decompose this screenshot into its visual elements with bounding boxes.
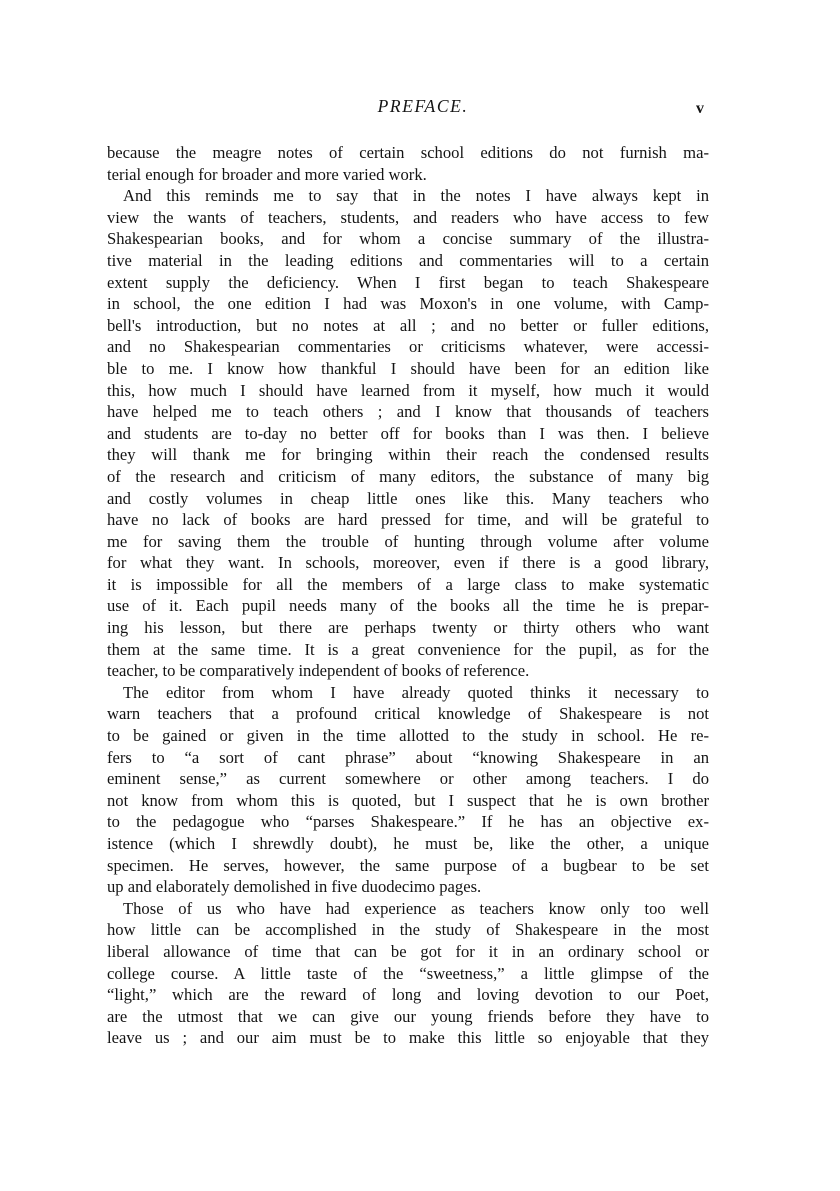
text-line: view the wants of teachers, students, and readers who have access to few xyxy=(107,207,709,227)
text-line: “light,” which are the reward of long and loving devotion to our Poet, xyxy=(107,985,709,1005)
text-line: have no lack of books are hard pressed for time, and will be grateful to xyxy=(107,510,709,530)
paragraph-1 xyxy=(107,142,709,185)
text-line: to the pedagogue who “parses Shakespeare.” If he has an objective ex- xyxy=(107,812,709,832)
text-line: And this reminds me to say that in the notes I have always kept in xyxy=(123,186,709,206)
paragraph-4 xyxy=(107,898,709,1049)
text-line: Shakespearian books, and for whom a concise summary of the illustra- xyxy=(107,229,709,249)
text-line: college course. A little taste of the “sweetness,” a little glimpse of the xyxy=(107,963,709,983)
text-line: how little can be accomplished in the study of Shakespeare in the most xyxy=(107,920,709,940)
text-line: bell's introduction, but no notes at all ; and no better or fuller editions, xyxy=(107,315,709,335)
text-line: not know from whom this is quoted, but I suspect that he is own brother xyxy=(107,790,709,810)
text-line: leave us ; and our aim must be to make this little so enjoyable that they xyxy=(107,1028,709,1048)
paragraph-3 xyxy=(107,682,709,898)
text-line: Those of us who have had experience as teachers know only too well xyxy=(123,898,709,918)
text-line: have helped me to teach others ; and I know that thousands of teachers xyxy=(107,402,709,422)
text-line: them at the same time. It is a great convenience for the pupil, as for the xyxy=(107,639,709,659)
text-line: they will thank me for bringing within their reach the condensed results xyxy=(107,445,709,465)
text-line: istence (which I shrewdly doubt), he must be, like the other, a unique xyxy=(107,834,709,853)
text-line: and students are to-day no better off for books than I was then. I believe xyxy=(107,423,709,443)
text-line: fers to “a sort of cant phrase” about “knowing Shakespeare in an xyxy=(107,747,709,767)
text-line: and costly volumes in cheap little ones like this. Many teachers who xyxy=(107,488,709,508)
text-line: to be gained or given in the time allotted to the study in school. He re- xyxy=(107,726,709,746)
paragraph-2 xyxy=(107,185,709,682)
text-line: use of it. Each pupil needs many of the books all the time he is prepar- xyxy=(107,596,709,616)
text-line: extent supply the deficiency. When I first began to teach Shakespeare xyxy=(107,272,709,292)
page-number: v xyxy=(696,100,704,117)
text-line: this, how much I should have learned from it myself, how much it would xyxy=(107,380,709,400)
text-line: ing his lesson, but there are perhaps twenty or thirty others who want xyxy=(107,618,709,638)
text-line: eminent sense,” as current somewhere or other among teachers. I do xyxy=(107,769,709,789)
text-line: ble to me. I know how thankful I should have been for an edition like xyxy=(107,358,709,378)
text-line: warn teachers that a profound critical knowledge of Shakespeare is not xyxy=(107,704,709,724)
running-title: PREFACE. xyxy=(377,96,469,116)
text-line: because the meagre notes of certain school editions do not furnish ma- xyxy=(107,143,709,162)
text-line: are the utmost that we can give our young friends before they have to xyxy=(107,1006,709,1026)
text-line: it is impossible for all the members of a large class to make systematic xyxy=(107,574,709,594)
text-line: liberal allowance of time that can be got for it in an ordinary school or xyxy=(107,941,709,961)
text-line: up and elaborately demolished in five duodecimo pages. xyxy=(107,877,482,897)
text-line: and no Shakespearian commentaries or criticisms whatever, were accessi- xyxy=(107,337,709,357)
text-line: of the research and criticism of many editors, the substance of many big xyxy=(107,466,709,486)
text-line: for what they want. In schools, moreover, even if there is a good library, xyxy=(107,553,709,573)
text-line: specimen. He serves, however, the same purpose of a bugbear to be set xyxy=(107,855,709,875)
text-line: terial enough for broader and more varied work. xyxy=(107,164,427,184)
text-line: The editor from whom I have already quoted thinks it necessary to xyxy=(123,682,709,702)
text-line: me for saving them the trouble of hunting through volume after volume xyxy=(107,531,709,551)
page-header xyxy=(0,96,840,126)
text-line: in school, the one edition I had was Moxon's in one volume, with Camp- xyxy=(107,294,709,314)
body-text xyxy=(107,142,709,1049)
text-line: teacher, to be comparatively independent of books of reference. xyxy=(107,661,530,681)
text-line: tive material in the leading editions and commentaries will to a certain xyxy=(107,250,709,270)
